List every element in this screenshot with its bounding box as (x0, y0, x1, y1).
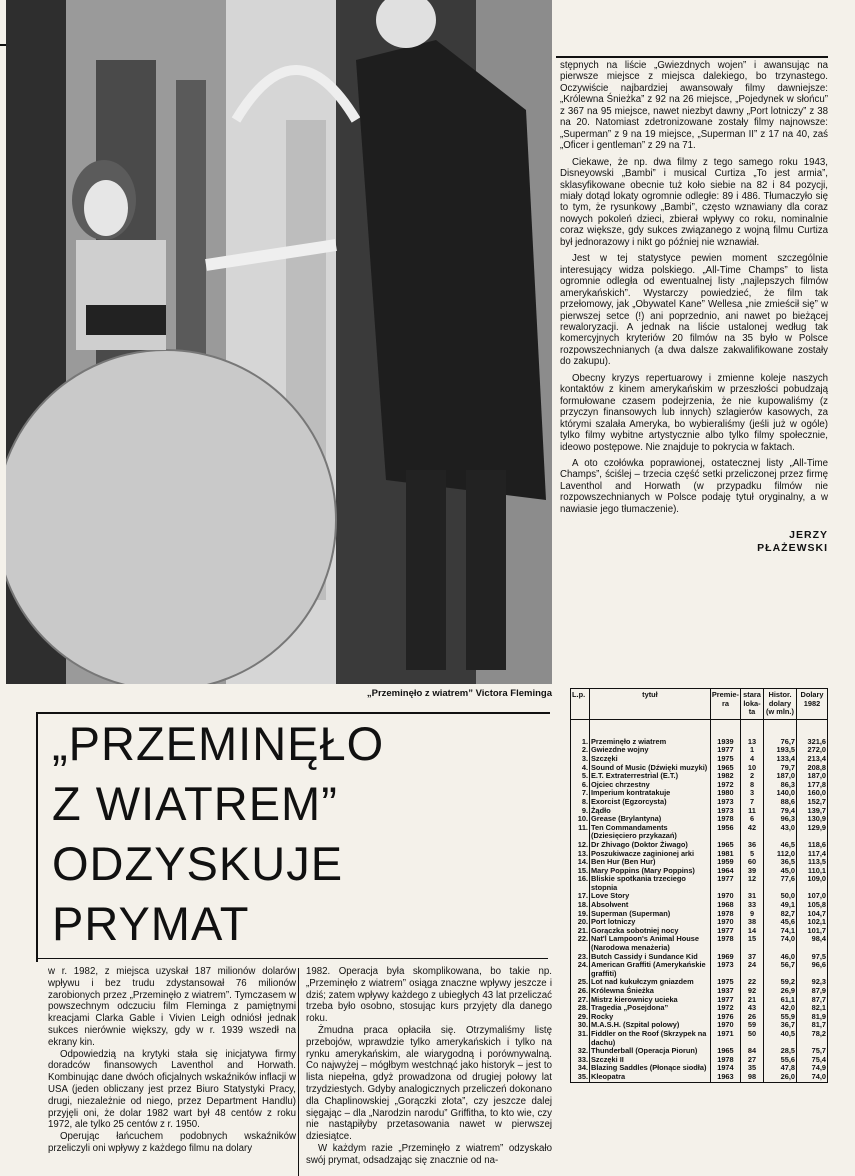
cell-year: 1965 (710, 764, 740, 773)
cell-d82: 139,7 (797, 807, 828, 816)
cell-d82: 96,6 (797, 961, 828, 978)
cell-d82: 109,0 (797, 875, 828, 892)
cell-year: 1965 (710, 841, 740, 850)
cell-year: 1982 (710, 772, 740, 781)
cell-hist: 77,6 (764, 875, 797, 892)
cell-lp: 2. (581, 745, 588, 755)
cell-lp: 25. (577, 977, 588, 987)
table-row (571, 1030, 827, 1047)
cell-old: 27 (741, 1056, 764, 1065)
cell-year: 1963 (710, 1073, 740, 1082)
paragraph: Żmudna praca opłaciła się. Otrzymaliśmy listę przebojów, wprawdzie tylko amerykańskich i tylko na rynku amerykańskim, ale wiarygodną i porównywalną. Co najwyżej – mógłbym westchnąć jako historyk – jest to lista niepełna, gdyż prowadzona od drugiej połowy lat trzydziestych. Gdyby analogicznych przeliczeń dokonano dla Chaplinowskiej „Gorączki złota”, czy jeszcze dalej sięgając – dla „Narodzin narodu” Griffitha, to kto wie, czy nie nastąpiłyby przetasowania nawet w pierwszej dziesiątce. (306, 1024, 552, 1143)
cell-hist: 36,5 (764, 858, 797, 867)
cell-lp: 14. (577, 857, 588, 867)
cell-old: 24 (741, 961, 764, 978)
cell-hist: 45,0 (764, 867, 797, 876)
cell-d82: 81,7 (797, 1021, 828, 1030)
author-first-name: JERZY (789, 529, 828, 542)
cell-hist: 45,6 (764, 918, 797, 927)
author-last-name: PŁAŻEWSKI (757, 542, 828, 555)
cell-hist: 193,5 (764, 746, 797, 755)
cell-title: Bliskie spotkania trzeciego stopnia (590, 875, 711, 892)
cell-hist: 79,7 (764, 764, 797, 773)
cell-d82: 110,1 (797, 867, 828, 876)
cell-lp: 9. (581, 805, 588, 815)
paragraph: Ciekawe, że np. dwa filmy z tego samego roku 1943, Disneyowski „Bambi” i musical Curtiza „To jest armia”, sklasyfikowane obecnie tuż koło siebie na 82 i 84 pozycji, miały dotąd lokaty ogromnie odległe: 89 i 486. Tłumaczyło się to tym, że rysunkowy „Bambi”, często wznawiany dla coraz nowych pokoleń dzieci, zbierał wpływy co roku, nominalnie coraz większe, gdy sukces związanego z wojną filmu Curtiza był jednorazowy i nikt go później nie wznawiał. (560, 156, 828, 248)
cell-old: 5 (741, 850, 764, 859)
cell-title: Gwiezdne wojny (590, 746, 711, 755)
cell-hist: 76,7 (764, 719, 797, 746)
cell-hist: 55,6 (764, 1056, 797, 1065)
paragraph: Obecny kryzys repertuarowy i zmienne koleje naszych kontaktów z kinem amerykańskim w przeszłości pobudzają formułowane czasem podejrzenia, że nie kupowaliśmy (z przyczyn finansowych lub innych) szlagierów kasowych, za którymi szalała Ameryka, bo wybieraliśmy (jeśli już w ogóle) tylko filmy wybitne artystycznie albo tylko filmy społecznie, ideowo postępowe. Nie znajduje to pokrycia w faktach. (560, 372, 828, 453)
cell-d82: 118,6 (797, 841, 828, 850)
cell-year: 1970 (710, 892, 740, 901)
cell-year: 1977 (710, 875, 740, 892)
cell-year: 1939 (710, 719, 740, 746)
cell-title: Butch Cassidy i Sundance Kid (590, 953, 711, 962)
cell-d82: 117,4 (797, 850, 828, 859)
cell-lp: 13. (577, 848, 588, 858)
cell-title: Absolwent (590, 901, 711, 910)
table-row (571, 719, 827, 746)
column-divider (298, 968, 299, 1176)
photo-caption: „Przeminęło z wiatrem” Victora Fleminga (366, 688, 552, 699)
cell-d82: 130,9 (797, 815, 828, 824)
cell-title: Tragedia „Posejdona” (590, 1004, 711, 1013)
header-title: tytuł (590, 689, 711, 719)
cell-lp: 33. (577, 1054, 588, 1064)
cell-title: Love Story (590, 892, 711, 901)
cell-year: 1981 (710, 850, 740, 859)
cell-old: 36 (741, 841, 764, 850)
cell-lp: 20. (577, 917, 588, 927)
cell-year: 1978 (710, 935, 740, 952)
cell-lp: 23. (577, 951, 588, 961)
cell-hist: 43,0 (764, 824, 797, 841)
cell-old: 11 (741, 807, 764, 816)
cell-d82: 102,1 (797, 918, 828, 927)
cell-hist: 74,1 (764, 927, 797, 936)
cell-year: 1977 (710, 746, 740, 755)
cell-year: 1972 (710, 1004, 740, 1013)
cell-old: 59 (741, 1021, 764, 1030)
cell-old: 98 (741, 1073, 764, 1082)
cell-title: Gorączka sobotniej nocy (590, 927, 711, 936)
cell-old: 12 (741, 875, 764, 892)
cell-d82: 75,4 (797, 1056, 828, 1065)
cell-hist: 47,8 (764, 1064, 797, 1073)
cell-title: Blazing Saddles (Płonące siodła) (590, 1064, 711, 1073)
cell-year: 1937 (710, 987, 740, 996)
cell-old: 7 (741, 798, 764, 807)
cell-year: 1971 (710, 1030, 740, 1047)
cell-title: Żądło (590, 807, 711, 816)
cell-lp: 3. (581, 753, 588, 763)
cell-lp: 31. (577, 1028, 588, 1038)
cell-hist: 140,0 (764, 789, 797, 798)
cell-year: 1973 (710, 798, 740, 807)
cell-hist: 26,9 (764, 987, 797, 996)
paragraph: Odpowiedzią na krytyki stała się inicjatywa firmy doradców finansowych Laventhol and Horwath. Kombinując dane dwóch oficjalnych wskaźników inflacji w USA (jeden obliczany jest przez Biuro Statystyki Pracy, drugi, niezależnie od niego, przez Department Handlu) przyjęli oni, że dolar 1982 wart był 48 centów z roku 1972, ale tylko 25 centów z r. 1950. (48, 1048, 296, 1131)
cell-year: 1972 (710, 781, 740, 790)
cell-year: 1978 (710, 815, 740, 824)
cell-title: Rocky (590, 1013, 711, 1022)
cell-title: Szczęki II (590, 1056, 711, 1065)
cell-year: 1977 (710, 996, 740, 1005)
cell-title: Ben Hur (Ben Hur) (590, 858, 711, 867)
cell-old: 33 (741, 901, 764, 910)
cell-year: 1978 (710, 910, 740, 919)
cell-d82: 213,4 (797, 755, 828, 764)
cell-lp: 17. (577, 891, 588, 901)
cell-lp: 28. (577, 1003, 588, 1013)
cell-old: 42 (741, 824, 764, 841)
cell-hist: 46,5 (764, 841, 797, 850)
table-row (571, 935, 827, 952)
cell-d82: 129,9 (797, 824, 828, 841)
headline-line: ODZYSKUJE (52, 837, 344, 890)
cell-old: 39 (741, 867, 764, 876)
cell-old: 26 (741, 1013, 764, 1022)
cell-lp: 29. (577, 1011, 588, 1021)
cell-title: Lot nad kukułczym gniazdem (590, 978, 711, 987)
cell-hist: 55,9 (764, 1013, 797, 1022)
cell-lp: 1. (581, 736, 588, 746)
column-top-rule (556, 56, 828, 58)
cell-lp: 34. (577, 1063, 588, 1073)
cell-year: 1970 (710, 1021, 740, 1030)
cell-title: Królewna Śnieżka (590, 987, 711, 996)
cell-title: Dr Zhivago (Doktor Żiwago) (590, 841, 711, 850)
cell-year: 1964 (710, 867, 740, 876)
cell-title: Superman (Superman) (590, 910, 711, 919)
cell-d82: 160,0 (797, 789, 828, 798)
cell-d82: 321,6 (797, 719, 828, 746)
cell-hist: 46,0 (764, 953, 797, 962)
box-office-table (570, 688, 828, 1083)
cell-d82: 101,7 (797, 927, 828, 936)
cell-hist: 187,0 (764, 772, 797, 781)
cell-d82: 87,9 (797, 987, 828, 996)
film-still-illustration (6, 0, 552, 684)
cell-old: 9 (741, 910, 764, 919)
cell-d82: 105,8 (797, 901, 828, 910)
cell-d82: 107,0 (797, 892, 828, 901)
cell-lp: 35. (577, 1071, 588, 1081)
paragraph: A oto czołówka poprawionej, ostatecznej listy „All-Time Champs”, ściślej – trzecia część setki przeliczonej przez firmę Laventhol and Horwath (w przypadku filmów nie rozpowszechnianych w Polsce podaję tytuł oryginalny, a w nawiasie jego tłumaczenie). (560, 457, 828, 515)
cell-d82: 82,1 (797, 1004, 828, 1013)
cell-lp: 15. (577, 865, 588, 875)
cell-d82: 187,0 (797, 772, 828, 781)
cell-lp: 19. (577, 908, 588, 918)
cell-hist: 49,1 (764, 901, 797, 910)
header-old-rank: stara loka-ta (741, 689, 764, 719)
cell-old: 3 (741, 789, 764, 798)
bottom-left-column-text (48, 966, 296, 1155)
cell-d82: 98,4 (797, 935, 828, 952)
cell-hist: 42,0 (764, 1004, 797, 1013)
cell-title: Kleopatra (590, 1073, 711, 1082)
cell-title: Mistrz kierownicy ucieka (590, 996, 711, 1005)
cell-hist: 96,3 (764, 815, 797, 824)
cell-hist: 86,3 (764, 781, 797, 790)
headline-line: Z WIATREM” (52, 777, 338, 830)
cell-title: Szczęki (590, 755, 711, 764)
table-header-row (571, 689, 827, 719)
cell-d82: 113,5 (797, 858, 828, 867)
cell-year: 1956 (710, 824, 740, 841)
headline-bottom-rule (36, 958, 548, 959)
cell-d82: 74,9 (797, 1064, 828, 1073)
cell-title: Port lotniczy (590, 918, 711, 927)
cell-lp: 27. (577, 994, 588, 1004)
header-premiere: Premie-ra (710, 689, 740, 719)
cell-d82: 87,7 (797, 996, 828, 1005)
cell-hist: 26,0 (764, 1073, 797, 1082)
cell-hist: 133,4 (764, 755, 797, 764)
cell-hist: 56,7 (764, 961, 797, 978)
cell-year: 1973 (710, 807, 740, 816)
table-row (571, 875, 827, 892)
header-lp: L.p. (571, 689, 590, 719)
cell-d82: 272,0 (797, 746, 828, 755)
cell-title: Imperium kontratakuje (590, 789, 711, 798)
cell-year: 1974 (710, 1064, 740, 1073)
headline-line: PRYMAT (52, 897, 250, 950)
cell-year: 1969 (710, 953, 740, 962)
cell-year: 1973 (710, 961, 740, 978)
cell-old: 84 (741, 1047, 764, 1056)
cell-year: 1959 (710, 858, 740, 867)
cell-year: 1980 (710, 789, 740, 798)
cell-old: 60 (741, 858, 764, 867)
cell-d82: 78,2 (797, 1030, 828, 1047)
cell-old: 38 (741, 918, 764, 927)
paragraph: Operując łańcuchem podobnych wskaźników przeliczyli oni wpływy z każdego filmu na dolary (48, 1131, 296, 1154)
right-column-text (560, 60, 828, 555)
cell-old: 8 (741, 781, 764, 790)
cell-title: Ten Commandaments (Dziesięciero przykazań) (590, 824, 711, 841)
bottom-right-column-text (306, 966, 552, 1167)
cell-d82: 104,7 (797, 910, 828, 919)
cell-title: Przeminęło z wiatrem (590, 719, 711, 746)
table-row (571, 824, 827, 841)
cell-lp: 32. (577, 1046, 588, 1056)
cell-title: Poszukiwacze zaginionej arki (590, 850, 711, 859)
cell-year: 1970 (710, 918, 740, 927)
cell-title: Grease (Brylantyna) (590, 815, 711, 824)
cell-d82: 177,8 (797, 781, 828, 790)
paragraph: 1982. Operacja była skomplikowana, bo takie np. „Przeminęło z wiatrem” osiąga znaczne wpływy jeszcze i dziś; zatem wpływy każdego z ubiegłych 43 lat przeliczać trzeba było osobno, stosując kurs przyjęty dla danego roku. (306, 966, 552, 1025)
cell-d82: 208,8 (797, 764, 828, 773)
headline-line: „PRZEMINĘŁO (52, 717, 385, 770)
cell-hist: 59,2 (764, 978, 797, 987)
cell-old: 10 (741, 764, 764, 773)
cell-year: 1977 (710, 927, 740, 936)
cell-d82: 81,9 (797, 1013, 828, 1022)
cell-hist: 79,4 (764, 807, 797, 816)
cell-year: 1965 (710, 1047, 740, 1056)
cell-year: 1975 (710, 978, 740, 987)
table-row (571, 961, 827, 978)
cell-lp: 21. (577, 925, 588, 935)
cell-old: 15 (741, 935, 764, 952)
cell-lp: 16. (577, 874, 588, 884)
cell-hist: 88,6 (764, 798, 797, 807)
cell-lp: 10. (577, 814, 588, 824)
author-byline (560, 529, 828, 555)
cell-title: American Graffiti (Amerykańskie graffiti) (590, 961, 711, 978)
cell-old: 4 (741, 755, 764, 764)
cell-d82: 152,7 (797, 798, 828, 807)
paragraph: W każdym razie „Przeminęło z wiatrem” odzyskało swój prymat, odsadzając się znacznie od na- (306, 1142, 552, 1166)
cell-lp: 7. (581, 788, 588, 798)
cell-year: 1976 (710, 1013, 740, 1022)
cell-lp: 26. (577, 986, 588, 995)
cell-title: M.A.S.H. (Szpital polowy) (590, 1021, 711, 1030)
cell-title: Thunderball (Operacja Piorun) (590, 1047, 711, 1056)
cell-title: Mary Poppins (Mary Poppins) (590, 867, 711, 876)
cell-hist: 28,5 (764, 1047, 797, 1056)
cell-title: Fiddler on the Roof (Skrzypek na dachu) (590, 1030, 711, 1047)
cell-title: Ojciec chrzestny (590, 781, 711, 790)
paragraph: stępnych na liście „Gwiezdnych wojen” i awansując na pierwsze miejsce z miejsca dalekiego, bo trzynastego. Oczywiście najbardziej awansowały filmy dawniejsze: „Królewna Śnieżka” z 92 na 26 miejsce, „Pojedynek w słońcu” z 367 na 95 miejsce, nawet niezbyt dawny „Port lotniczy” z 38 na 20. Natomiast zdetronizowane zostały filmy najnowsze: „Superman” z 9 na 19 miejsce, „Superman II” z 17 na 40, zaś „Oficer i gentleman” z 29 na 71. (560, 60, 828, 152)
cell-year: 1978 (710, 1056, 740, 1065)
cell-hist: 82,7 (764, 910, 797, 919)
paragraph: w r. 1982, z miejsca uzyskał 187 milionów dolarów wpływu i bez trudu zdystansował 76 milionów zarobionych przez „Przeminęło z wiatrem”. Tymczasem w powszechnym odczuciu film Fleminga z pamiętnymi kreacjami Clarka Gable i Vivien Leigh odniósł jednak sukces nierównie większy, gdy w r. 1939 wszedł na ekrany kin. (48, 966, 296, 1048)
ranking-table (571, 689, 827, 1082)
cell-year: 1975 (710, 755, 740, 764)
cell-old: 31 (741, 892, 764, 901)
cell-title: Exorcist (Egzorcysta) (590, 798, 711, 807)
cell-hist: 74,0 (764, 935, 797, 952)
cell-lp: 18. (577, 900, 588, 910)
cell-lp: 8. (581, 796, 588, 806)
cell-lp: 6. (581, 779, 588, 789)
table-row (571, 1073, 827, 1082)
cell-year: 1968 (710, 901, 740, 910)
cell-title: Nat'l Lampoon's Animal House (Narodowa menażeria) (590, 935, 711, 952)
header-hist-dollars: Histor. dolary (w mln.) (764, 689, 797, 719)
cell-lp: 22. (577, 934, 588, 944)
cell-lp: 24. (577, 960, 588, 970)
cell-d82: 74,0 (797, 1073, 828, 1082)
cell-old: 14 (741, 927, 764, 936)
paragraph: Jest w tej statystyce pewien moment szczególnie interesujący widza polskiego. „All-Time Champs” to lista ogromnie odległa od ewentualnej listy „najlepszych filmów amerykańskich”. Wystarczy powiedzieć, że film tak przełomowy, jak „Obywatel Kane” Wellesa „nie zmieścił się” w pierwszej setce (!) ani poprzednio, ani nawet po bieżącej rewaloryzacji. A jednak na liście ustalonej według tak komercyjnych kryteriów 20 filmów na 35 było w Polsce rozpowszechnianych (a dwa dalsze zakwalifikowane zostały do zakupu). (560, 253, 828, 368)
header-dollars-1982: Dolary 1982 (797, 689, 828, 719)
cell-old: 35 (741, 1064, 764, 1073)
cell-old: 92 (741, 987, 764, 996)
cell-old: 22 (741, 978, 764, 987)
cell-d82: 75,7 (797, 1047, 828, 1056)
cell-hist: 112,0 (764, 850, 797, 859)
cell-d82: 92,3 (797, 978, 828, 987)
cell-lp: 12. (577, 839, 588, 849)
cell-lp: 4. (581, 762, 588, 772)
cell-old: 1 (741, 746, 764, 755)
cell-hist: 36,7 (764, 1021, 797, 1030)
cell-lp: 11. (578, 822, 588, 832)
cell-old: 37 (741, 953, 764, 962)
cell-old: 6 (741, 815, 764, 824)
article-headline (52, 714, 432, 954)
cell-title: Sound of Music (Dźwięki muzyki) (590, 764, 711, 773)
cell-old: 43 (741, 1004, 764, 1013)
table-body (571, 719, 827, 1081)
cell-lp: 5. (581, 771, 588, 781)
cell-lp: 30. (577, 1020, 588, 1030)
cell-hist: 50,0 (764, 892, 797, 901)
cell-d82: 97,5 (797, 953, 828, 962)
cell-hist: 40,5 (764, 1030, 797, 1047)
cell-old: 50 (741, 1030, 764, 1047)
film-still-photo (6, 0, 552, 684)
cell-old: 2 (741, 772, 764, 781)
cell-hist: 61,1 (764, 996, 797, 1005)
cell-old: 21 (741, 996, 764, 1005)
cell-old: 13 (741, 719, 764, 746)
cell-title: E.T. Extraterrestrial (E.T.) (590, 772, 711, 781)
